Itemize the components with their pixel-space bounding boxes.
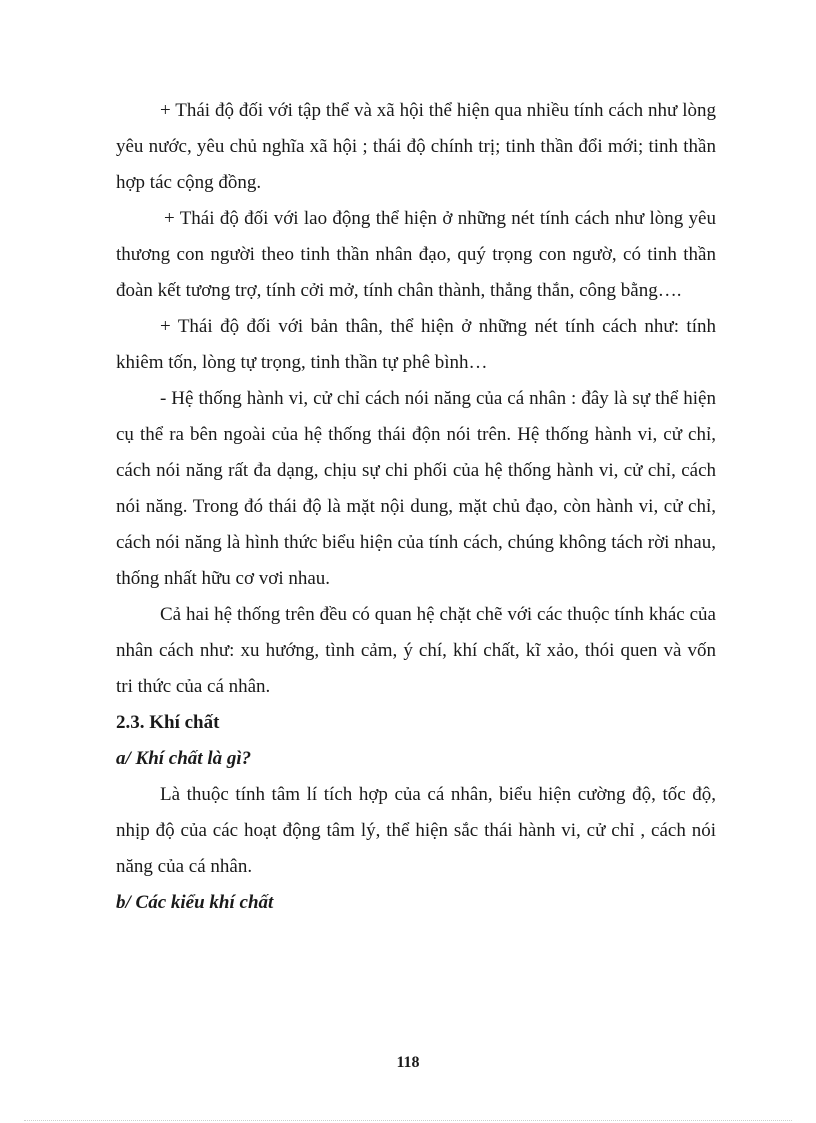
paragraph-attitude-labor: + Thái độ đối với lao động thể hiện ở những nét tính cách như lòng yêu thương con người theo tinh thần nhân đạo, quý trọng con ngườ, có tinh thần đoàn kết tương trợ, tính cởi mở, tính chân thành, thẳng thắn, công bằng….: [116, 208, 716, 301]
subheading-temperament-types: b/ Các kiểu khí chất: [116, 892, 274, 913]
paragraph-attitude-society: + Thái độ đối với tập thể và xã hội thể hiện qua nhiều tính cách như lòng yêu nước, yêu chủ nghĩa xã hội ; thái độ chính trị; tinh thần đổi mới; tinh thần hợp tác cộng đồng.: [116, 100, 716, 193]
page-content: [116, 93, 716, 921]
paragraph-behavior-system: - Hệ thống hành vi, cử chỉ cách nói năng của cá nhân : đây là sự thể hiện cụ thể ra bên ngoài của hệ thống thái độn nói trên. Hệ thống hành vi, cử chỉ, cách nói năng rất đa dạng, chịu sự chi phối của hệ thống hành vi, cử chỉ, cách nói năng. Trong đó thái độ là mặt nội dung, mặt chủ đạo, còn hành vi, cử chỉ, cách nói năng là hình thức biểu hiện của tính cách, chúng không tách rời nhau, thống nhất hữu cơ vơi nhau.: [116, 388, 716, 589]
page-number: 118: [396, 1054, 420, 1071]
footer-divider: [24, 1120, 792, 1121]
paragraph-temperament-definition: Là thuộc tính tâm lí tích hợp của cá nhân, biểu hiện cường độ, tốc độ, nhịp độ của các hoạt động tâm lý, thể hiện sắc thái hành vi, cử chỉ , cách nói năng của cá nhân.: [116, 784, 716, 877]
paragraph-both-systems: Cả hai hệ thống trên đều có quan hệ chặt chẽ với các thuộc tính khác của nhân cách như: xu hướng, tình cảm, ý chí, khí chất, kĩ xảo, thói quen và vốn tri thức của cá nhân.: [116, 604, 716, 697]
paragraph-attitude-self: + Thái độ đối với bản thân, thể hiện ở những nét tính cách như: tính khiêm tốn, lòng tự trọng, tinh thần tự phê bình…: [116, 316, 716, 373]
section-heading-temperament: 2.3. Khí chất: [116, 712, 220, 733]
subheading-what-is-temperament: a/ Khí chất là gì?: [116, 748, 252, 769]
